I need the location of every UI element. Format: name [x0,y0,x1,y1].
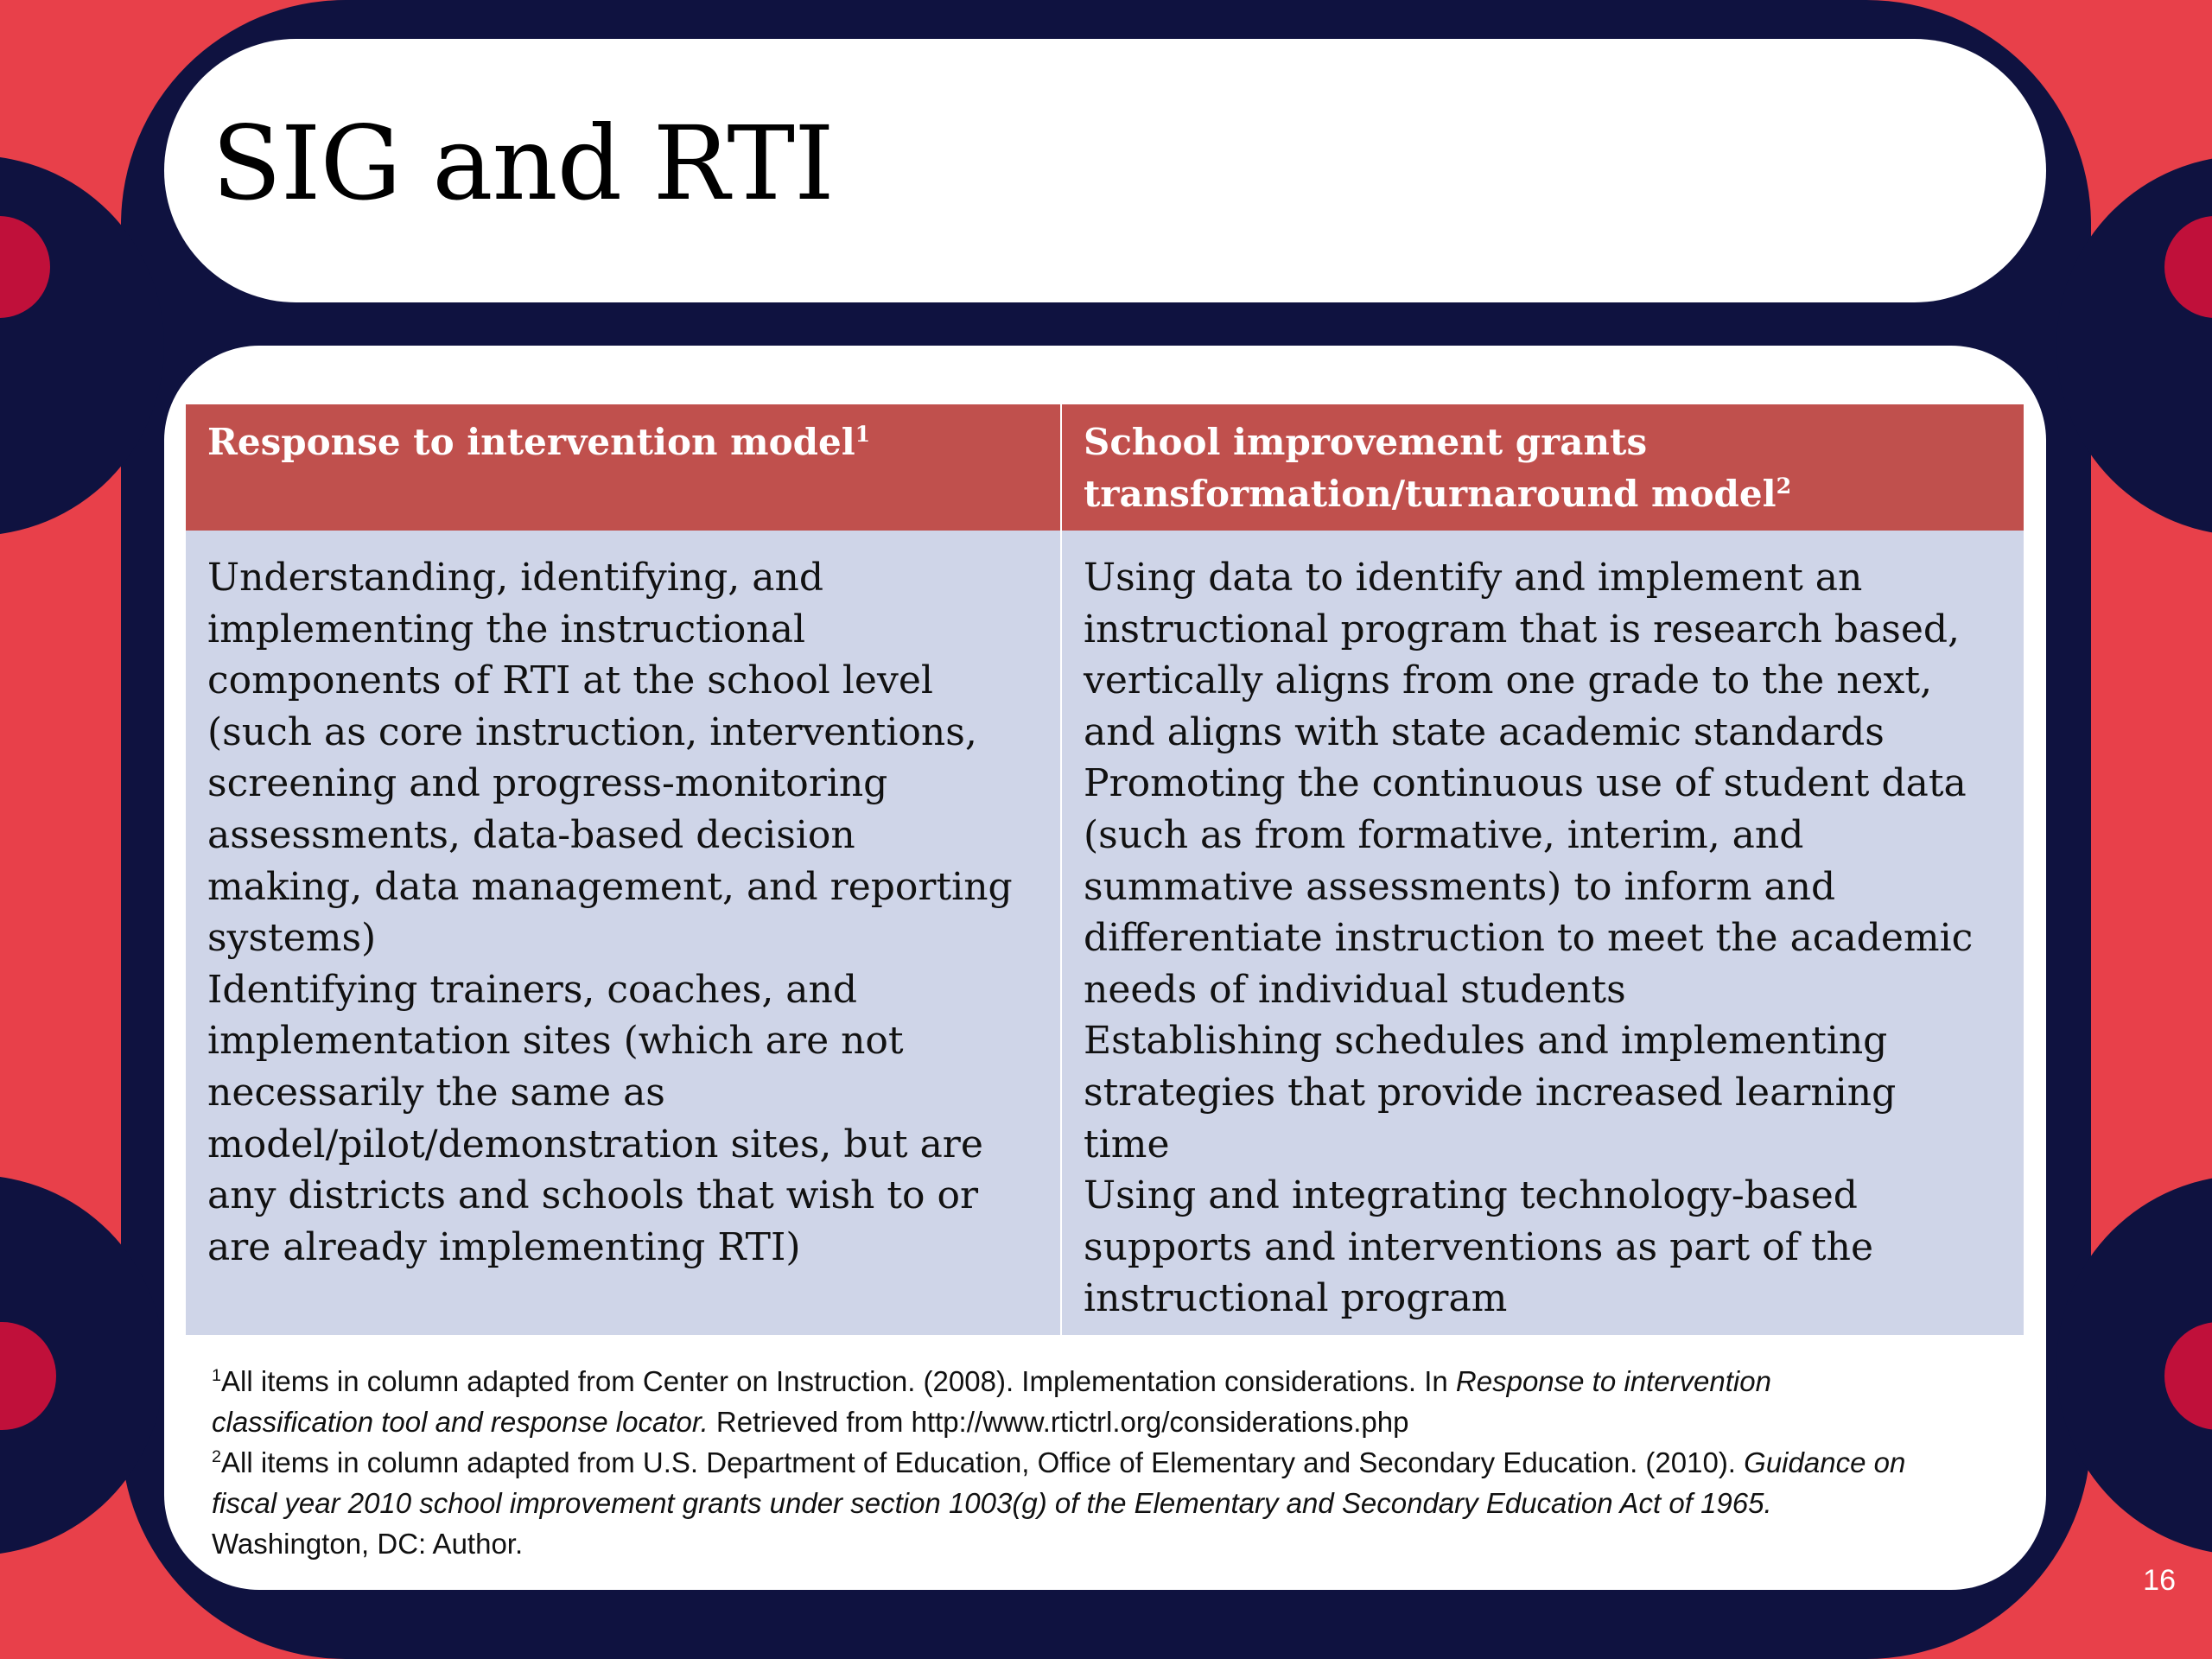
footnote-2-italic-b: fiscal year 2010 school improvement grants under section 1003(g) of the Elementary and Secondary Education Act of 1965. [212,1487,1772,1519]
rti-cell-line: making, data management, and reporting [207,864,1013,909]
sig-cell-line: Using data to identify and implement an [1084,556,1863,600]
sig-cell-line: (such as from formative, interim, and [1084,812,1804,857]
rti-cell-line: Identifying trainers, coaches, and [207,967,858,1012]
footnote-2-marker: 2 [212,1447,222,1466]
footnote-1-line-2 [212,1402,2035,1442]
rti-cell-line: necessarily the same as [207,1070,665,1115]
footnote-1-text-b: Retrieved from http://www.rtictrl.org/considerations.php [708,1406,1409,1438]
footnote-marker-1: 1 [855,421,871,447]
header-sig-line-1: School improvement grants [1084,421,1648,463]
rti-cell-line: (such as core instruction, interventions, [207,709,977,754]
footnote-2-text-b: Washington, DC: Author. [212,1528,524,1560]
footnote-2-line-3 [212,1523,2035,1564]
header-sig-model [1061,404,2024,531]
rti-cell-line: any districts and schools that wish to or [207,1173,979,1218]
slide-number: 16 [2143,1564,2176,1597]
footnote-1-marker: 1 [212,1366,222,1385]
sig-cell-line: strategies that provide increased learning [1084,1070,1897,1115]
rti-cell-line: components of RTI at the school level [207,658,933,703]
footnote-1-text-a: All items in column adapted from Center on Instruction. (2008). Implementation considerations. In [221,1365,1456,1397]
sig-cell-line: vertically aligns from one grade to the next, [1084,658,1933,703]
rti-cell-line: assessments, data-based decision [207,812,855,857]
rti-cell-line: Understanding, identifying, and [207,556,824,600]
footnote-marker-2: 2 [1776,473,1792,499]
header-rti-label: Response to intervention model [207,421,855,463]
rti-cell-line: implementing the instructional [207,607,806,652]
rti-cell-line: systems) [207,916,377,961]
sig-cell-line: summative assessments) to inform and [1084,864,1836,909]
sig-cell-line: supports and interventions as part of the [1084,1224,1874,1269]
sig-cell-line: instructional program [1084,1276,1508,1321]
content-panel [164,346,2046,1590]
rti-cell-line: model/pilot/demonstration sites, but are [207,1122,983,1166]
sig-cell-line: instructional program that is research based, [1084,607,1961,652]
footnote-1-italic-b: classification tool and response locator. [212,1406,709,1438]
rti-cell-line: are already implementing RTI) [207,1224,801,1269]
title-panel [164,39,2046,302]
sig-cell-line: and aligns with state academic standards [1084,709,1885,754]
footnote-2-line-1 [212,1442,2035,1483]
rti-column-cell [186,531,1061,1335]
table-row [186,531,2024,1335]
sig-cell-line: differentiate instruction to meet the academic [1084,916,1974,961]
sig-cell-line: needs of individual students [1084,967,1626,1012]
table-header-row [186,404,2024,531]
comparison-table [186,404,2024,1335]
footnote-1-italic-a: Response to intervention [1455,1365,1771,1397]
footnotes [212,1361,2035,1564]
rti-cell-line: screening and progress-monitoring [207,761,888,806]
footnote-2-line-2 [212,1483,2035,1523]
footnote-1-line-1 [212,1361,2035,1402]
sig-cell-line: Using and integrating technology-based [1084,1173,1858,1218]
rti-cell-line: implementation sites (which are not [207,1019,904,1064]
footnote-2-text-a: All items in column adapted from U.S. Department of Education, Office of Elementary and Secondary Education. (2010). [221,1446,1745,1478]
slide-title: SIG and RTI [212,104,834,223]
sig-cell-line: time [1084,1122,1170,1166]
footnote-2-italic-a: Guidance on [1744,1446,1906,1478]
header-rti-model [186,404,1061,531]
header-sig-line-2: transformation/turnaround model$^2$ [1084,473,1792,515]
sig-cell-line: Promoting the continuous use of student data [1084,761,1967,806]
sig-column-cell [1061,531,2024,1335]
sig-cell-line: Establishing schedules and implementing [1084,1019,1888,1064]
